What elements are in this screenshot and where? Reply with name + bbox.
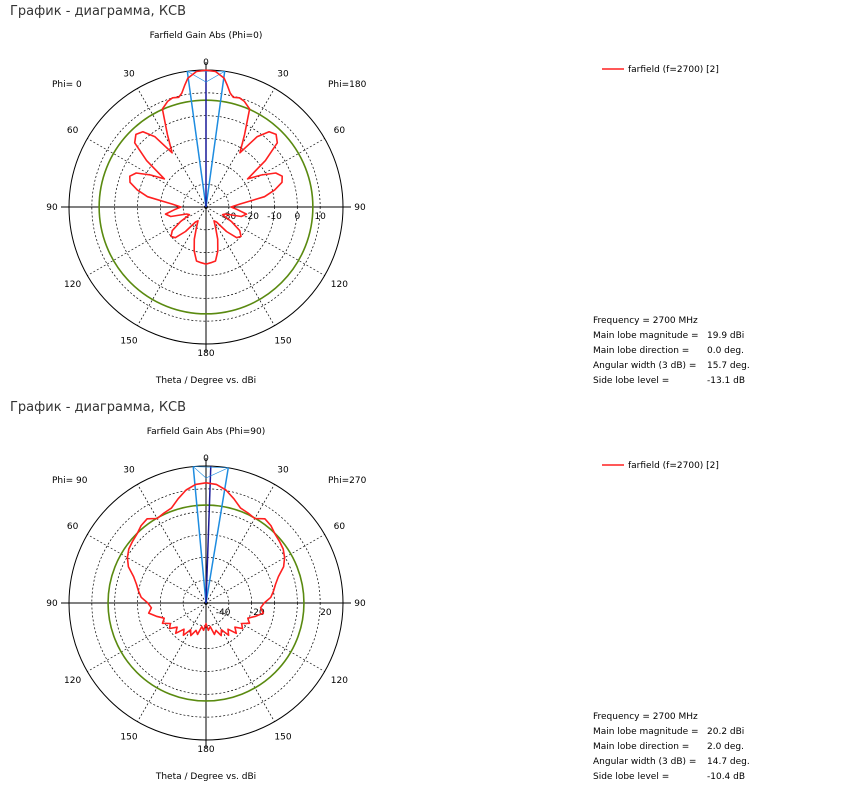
angle-label: 0 [203,454,209,464]
grid-spoke [206,603,275,722]
stat-value: 20.2 dBi [707,727,745,737]
angle-label: 30 [123,69,135,80]
panel-heading: График - диаграмма, КСВ [10,400,187,415]
stat-label: Frequency = 2700 MHz [593,316,698,326]
stat-label: Frequency = 2700 MHz [593,712,698,722]
phi-right-label: Phi=270 [328,476,367,486]
stat-value: -13.1 dB [707,376,746,386]
stat-value: -10.4 dB [707,772,746,782]
radial-tick-label: 10 [314,212,326,222]
radial-tick-label: 20 [320,608,332,618]
beamwidth-line [206,71,225,207]
angle-label: 90 [46,599,58,609]
phi-left-label: Phi= 90 [52,476,88,486]
angle-label: 150 [274,732,292,743]
stat-label: Main lobe magnitude = [593,331,699,341]
stat-value: 19.9 dBi [707,331,745,341]
angle-label: 90 [354,599,366,609]
radial-tick-label: -30 [221,212,237,222]
angle-label: 120 [64,676,82,686]
stat-label: Side lobe level = [593,376,670,386]
angle-label: 150 [120,336,138,347]
grid-spoke [138,603,207,722]
angle-label: 120 [64,280,82,290]
legend-label: farfield (f=2700) [2] [628,65,719,75]
beamwidth-line [187,71,206,207]
angle-label: 90 [46,203,58,213]
angle-label: 150 [120,732,138,743]
angle-label: 150 [274,336,292,347]
x-axis-label: Theta / Degree vs. dBi [155,772,257,782]
stat-label: Angular width (3 dB) = [593,757,697,767]
radial-tick-label: 0 [294,212,301,222]
stat-label: Angular width (3 dB) = [593,361,697,371]
stat-label: Main lobe direction = [593,346,690,356]
angle-label: 30 [277,465,289,476]
grid-spoke [87,535,206,604]
polar-chart-phi90 [0,396,867,792]
angle-label: 120 [330,280,348,290]
radial-tick-label: -10 [267,212,282,222]
phi-left-label: Phi= 0 [52,80,82,90]
radial-tick-label: -40 [215,608,231,618]
angle-label: 120 [330,676,348,686]
angle-label: 0 [203,58,209,68]
stat-value: 15.7 deg. [707,361,750,371]
grid-spoke [138,484,207,603]
stat-value: 14.7 deg. [707,757,750,767]
angle-label: 90 [354,203,366,213]
legend-label: farfield (f=2700) [2] [628,461,719,471]
phi-right-label: Phi=180 [328,80,367,90]
angle-label: 60 [66,126,79,136]
chart-title: Farfield Gain Abs (Phi=90) [146,427,266,437]
stat-label: Main lobe magnitude = [593,727,699,737]
chart-panel-phi90 [0,396,867,792]
stat-label: Main lobe direction = [593,742,690,752]
angle-label: 60 [66,522,79,532]
angle-label: 30 [123,465,135,476]
angle-label: 30 [277,69,289,80]
angle-label: 60 [333,522,346,532]
stat-label: Side lobe level = [593,772,670,782]
grid-spoke [206,535,325,604]
angle-label: 180 [197,745,215,755]
angle-label: 60 [333,126,346,136]
angle-label: 180 [197,349,215,359]
panel-heading: График - диаграмма, КСВ [10,4,187,19]
x-axis-label: Theta / Degree vs. dBi [155,376,257,386]
radial-tick-label: -20 [250,608,265,618]
grid-spoke [87,603,206,672]
chart-title: Farfield Gain Abs (Phi=0) [149,31,263,41]
radial-tick-label: -20 [244,212,260,222]
stat-value: 0.0 deg. [707,346,744,356]
stat-value: 2.0 deg. [707,742,744,752]
